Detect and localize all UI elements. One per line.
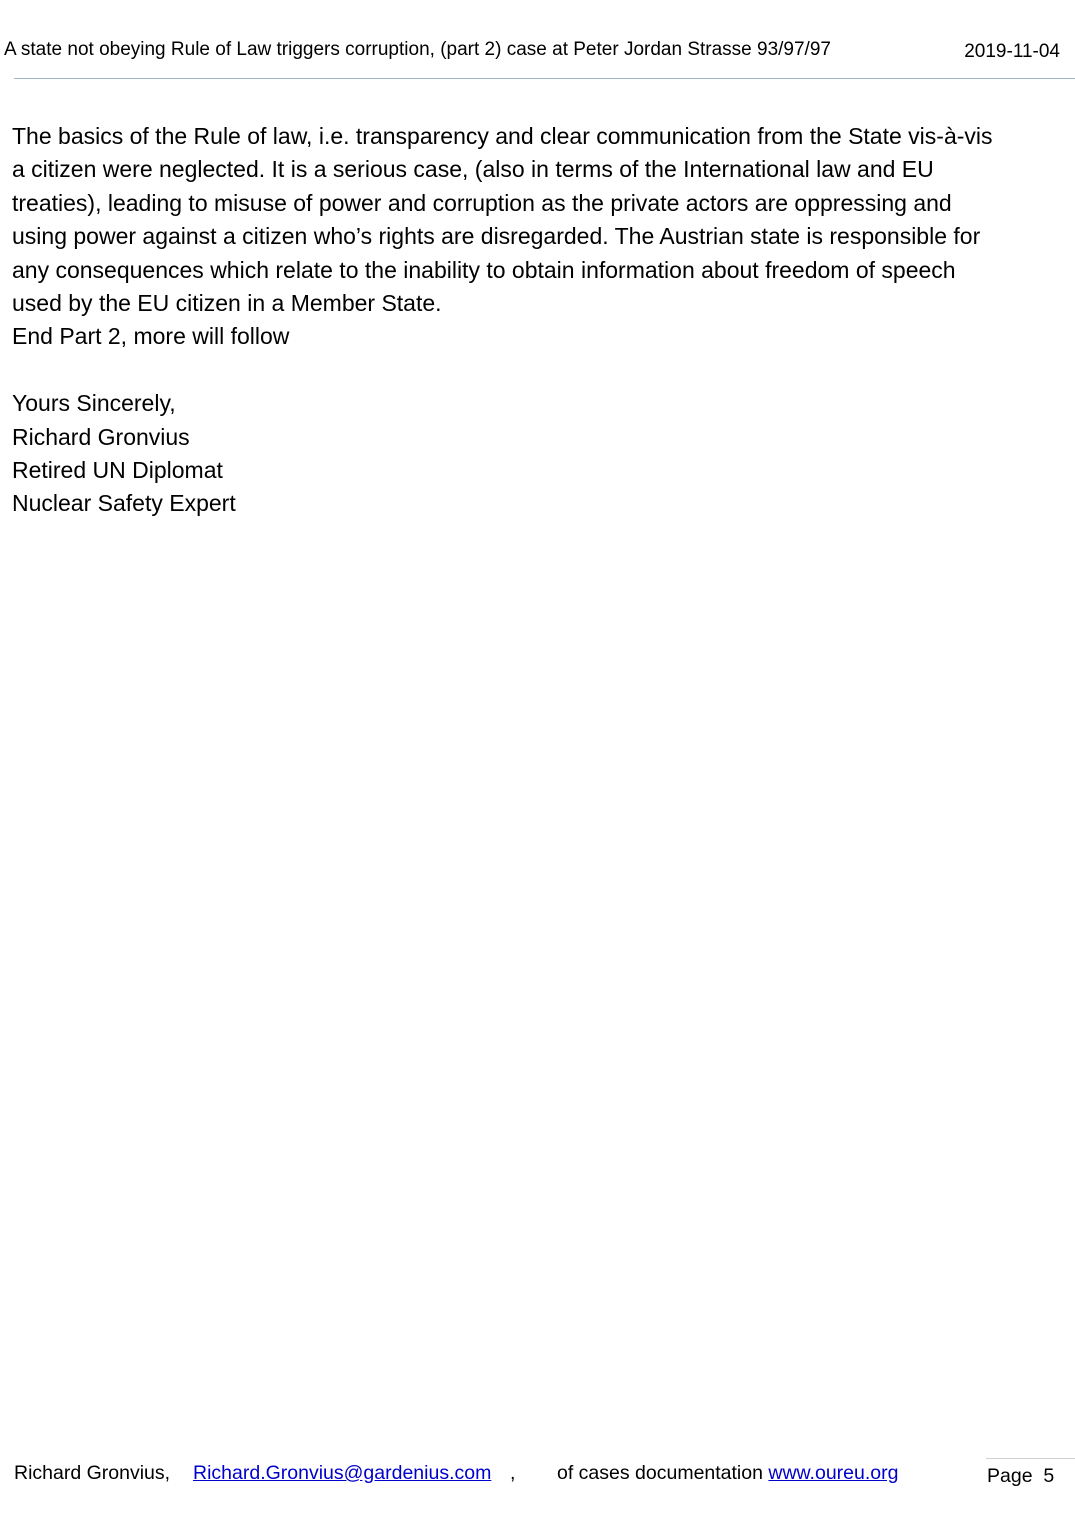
footer-docs bbox=[557, 1460, 898, 1486]
closing: Yours Sincerely, bbox=[12, 390, 176, 417]
page-indicator bbox=[987, 1463, 1054, 1489]
page-header bbox=[4, 36, 1070, 64]
author-email-link[interactable]: Richard.Gronvius@gardenius.com bbox=[193, 1462, 492, 1484]
end-note: End Part 2, more will follow bbox=[12, 323, 290, 350]
paragraph-line: using power against a citizen who’s rights are disregarded. The Austrian state is responsible for bbox=[12, 223, 981, 250]
letter-body bbox=[12, 120, 1067, 521]
document-date: 2019-11-04 bbox=[964, 41, 1060, 62]
page-footer bbox=[14, 1460, 1075, 1490]
paragraph-line: a citizen were neglected. It is a serious case, (also in terms of the International law and EU bbox=[12, 156, 934, 183]
footer-divider bbox=[986, 1458, 1075, 1459]
signature-title: Nuclear Safety Expert bbox=[12, 490, 236, 517]
signature-title: Retired UN Diplomat bbox=[12, 457, 223, 484]
signature-name: Richard Gronvius bbox=[12, 423, 190, 450]
paragraph-line: any consequences which relate to the inability to obtain information about freedom of speech bbox=[12, 256, 956, 283]
footer-author: Richard Gronvius, bbox=[14, 1462, 171, 1484]
footer-separator: , bbox=[510, 1462, 516, 1484]
blank-line bbox=[12, 354, 1067, 387]
page-number: 5 bbox=[1043, 1465, 1055, 1487]
paragraph-line: The basics of the Rule of law, i.e. transparency and clear communication from the State vis-à-vis bbox=[12, 123, 993, 149]
docs-label: of cases documentation bbox=[557, 1462, 763, 1484]
website-link[interactable]: www.oureu.org bbox=[768, 1462, 899, 1484]
paragraph-line: used by the EU citizen in a Member State. bbox=[12, 290, 442, 317]
paragraph-line: treaties), leading to misuse of power and corruption as the private actors are oppressing and bbox=[12, 189, 952, 216]
header-divider bbox=[14, 78, 1075, 79]
page-label: Page bbox=[987, 1465, 1033, 1487]
document-title: A state not obeying Rule of Law triggers corruption, (part 2) case at Peter Jordan Strasse 93/97/97 bbox=[4, 39, 831, 60]
